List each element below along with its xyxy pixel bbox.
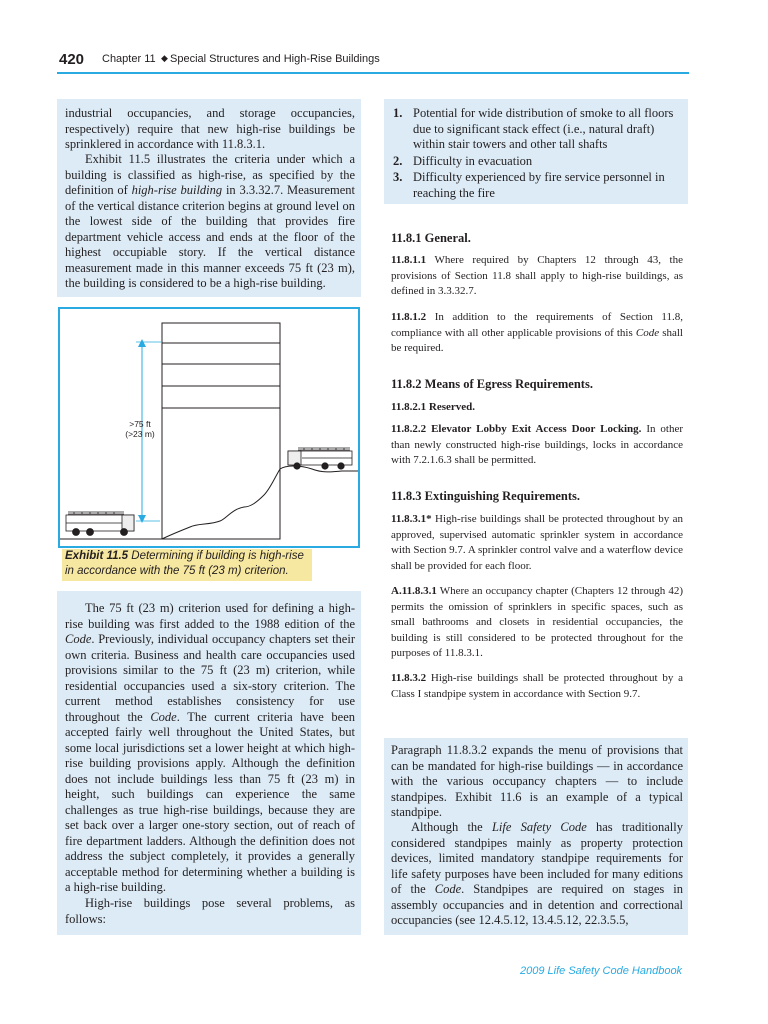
commentary-paragraph: industrial occupancies, and storage occupancies, respectively) require that new high-rise buildings be sprinklered in accordance with 11.8.3.1. [65,106,355,151]
commentary-paragraph: Although the Life Safety Code has traditionally considered standpipes mainly as property protection devices, limited mandatory standpipe requirements for life safety purposes have been included for many editions of the Code. Standpipes are required on stages in assembly occupancies and in detention and correctional occupancies (see 12.4.5.12, 13.4.5.12, 22.3.5.5, [391,820,683,927]
section-heading: 11.8.1 General. [391,231,471,245]
commentary-paragraph: High-rise buildings pose several problems, as follows: [65,896,355,926]
page-number: 420 [59,51,85,68]
arrow-down-icon [138,515,146,523]
fire-truck-lower-icon [66,512,134,536]
height-label-metric: (>23 m) [125,429,155,439]
problem-list [391,106,683,202]
defined-term: high-rise building [131,183,223,197]
code-paragraph: 11.8.3.2 High-rise buildings shall be protected throughout by a Class I standpipe system in accordance with Section 9.7. [391,672,683,700]
exhibit-figure [58,307,360,548]
chapter-title: Special Structures and High-Rise Buildings [170,53,380,65]
commentary-paragraph: The 75 ft (23 m) criterion used for defining a high-rise building was first added to the 1988 edition of the Code. Previously, individual occupancy chapters set their own criteria. Business and health care occupancies used provisions similar to the 75 ft (23 m) criterion, while residential occupancies used a six-story criterion. The current method establishes consistency for use throughout the Code. The current criteria have been accepted fairly well throughout the United States, but some local jurisdictions set a lower height at which high-rise building provisions apply. Although the definition does not include buildings less than 75 ft (23 m) in height, such buildings can experience the same challenges as true high-rise buildings, because they are set back over a larger one-story section, out of reach of fire department ladders. Although the definition does not address the subject completely, it provides a generally acceptable method for determining whether a building is a high-rise building. [65,601,355,894]
commentary-paragraph: Exhibit 11.5 illustrates the criteria under which a building is classified as high-rise, as specified by the definition of high-rise building in 3.3.32.7. Measurement of the vertical distance criterion begins at ground level on the lowest side of the building that provides fire department vehicle access and ends at the floor of the highest occupiable story. If the vertical distance measurement made in this manner exceeds 75 ft (23 m), the building is considered to be a high-rise building. [65,152,356,290]
code-paragraph: 11.8.1.1 Where required by Chapters 12 through 43, the provisions of Section 11.8 shall apply to high-rise buildings, as defined in 3.3.32.7. [391,254,683,297]
header-rule [57,72,689,74]
list-item: 3. Difficulty experienced by fire service personnel in reaching the fire [393,170,665,200]
upper-ground-line [280,466,358,472]
annex-paragraph: A.11.8.3.1 Where an occupancy chapter (Chapters 12 through 42) permits the omission of sprinklers in specific spaces, such as small bathrooms and closets in residential occupancies, the building is still considered to be protected throughout for the purposes of 11.8.3.1. [391,585,683,659]
section-heading: 11.8.2 Means of Egress Requirements. [391,377,593,391]
building-outline [162,323,280,539]
code-paragraph: 11.8.1.2 In addition to the requirements of Section 11.8, compliance with all other applicable provisions of this Code shall be required. [391,311,683,354]
list-item: 2. Difficulty in evacuation [393,153,533,168]
fire-truck-upper-icon [288,448,352,469]
height-label: >75 ft [129,419,151,429]
high-rise-illustration [60,309,358,546]
code-paragraph: 11.8.2.1 Reserved. [391,401,476,413]
exhibit-caption: Exhibit 11.5 Determining if building is high-rise in accordance with the 75 ft (23 m) criterion. [62,549,312,581]
arrow-up-icon [138,339,146,347]
section-heading: 11.8.3 Extinguishing Requirements. [391,489,581,503]
diamond-bullet-icon: ◆ [161,53,168,63]
code-paragraph: 11.8.3.1* High-rise buildings shall be protected throughout by an approved, supervised automatic sprinkler system in accordance with Section 9.7. A sprinkler control valve and a waterflow device shall be provided for each floor. [391,513,683,572]
running-header [57,51,689,71]
chapter-label: Chapter 11 [102,53,156,65]
commentary-paragraph: Paragraph 11.8.3.2 expands the menu of provisions that can be mandated for high-rise buildings — in accordance with the various occupancy chapters — to include standpipes. Exhibit 11.6 is an example of a typical standpipe. [391,743,683,819]
list-item: 1. Potential for wide distribution of smoke to all floors due to significant stack effect (i.e., natural draft) within stair towers and other tall shafts [393,106,674,151]
exhibit-caption-label: Exhibit 11.5 [65,550,129,562]
running-footer: 2009 Life Safety Code Handbook [520,965,683,977]
code-paragraph: 11.8.2.2 Elevator Lobby Exit Access Door Locking. In other than newly constructed high-rise buildings, locks in accordance with 7.2.1.6.3 shall be permitted. [391,423,684,466]
